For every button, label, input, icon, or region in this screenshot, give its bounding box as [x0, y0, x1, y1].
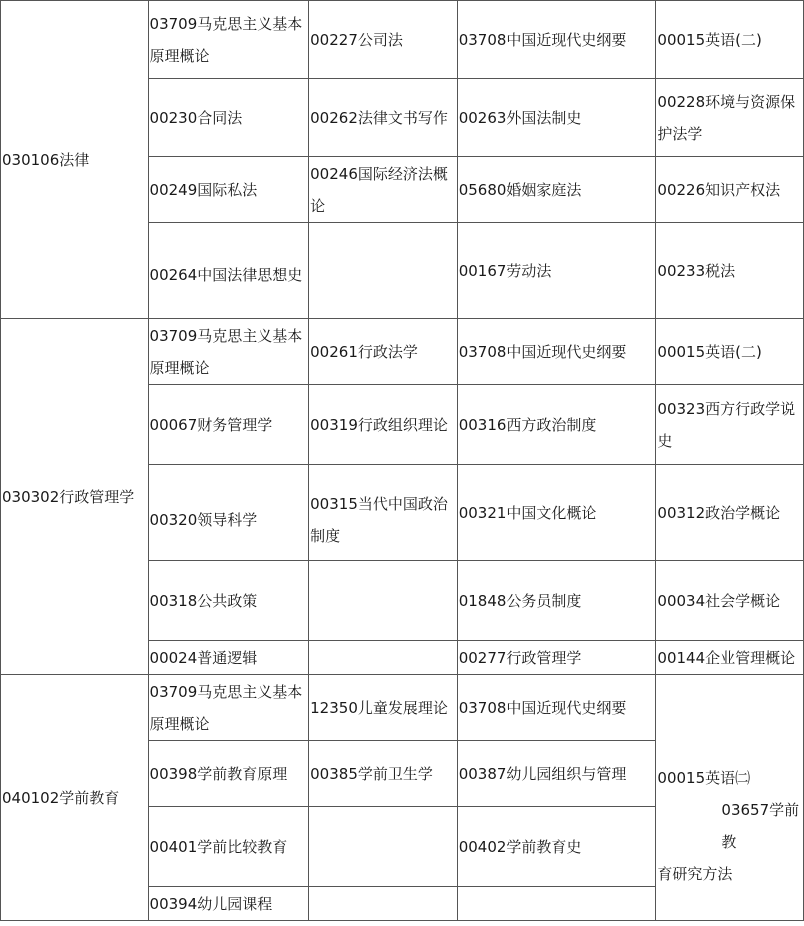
course-cell: 00262法律文书写作	[309, 79, 458, 157]
course-cell: 00402学前教育史	[457, 807, 656, 887]
merged-course-cell	[656, 675, 804, 921]
course-cell: 03709马克思主义基本原理概论	[148, 1, 309, 79]
course-cell: 00246国际经济法概论	[309, 157, 458, 223]
course-cell: 00144企业管理概论	[656, 641, 804, 675]
course-cell: 00323西方行政学说史	[656, 385, 804, 465]
course-cell	[309, 561, 458, 641]
course-cell: 00067财务管理学	[148, 385, 309, 465]
course-cell: 12350儿童发展理论	[309, 675, 458, 741]
course-cell: 00321中国文化概论	[457, 465, 656, 561]
course-cell: 00015英语(二)	[656, 1, 804, 79]
course-cell: 00261行政法学	[309, 319, 458, 385]
course-cell	[309, 223, 458, 319]
course-cell: 00263外国法制史	[457, 79, 656, 157]
course-cell: 00227公司法	[309, 1, 458, 79]
major-cell: 030302行政管理学	[1, 319, 149, 675]
course-cell	[457, 887, 656, 921]
course-cell: 05680婚姻家庭法	[457, 157, 656, 223]
course-cell: 00015英语(二)	[656, 319, 804, 385]
course-cell: 03709马克思主义基本原理概论	[148, 319, 309, 385]
merged-course-line: 00015英语㈡	[657, 768, 751, 787]
course-cell: 00024普通逻辑	[148, 641, 309, 675]
course-cell: 00277行政管理学	[457, 641, 656, 675]
course-cell: 00167劳动法	[457, 223, 656, 319]
course-cell: 00398学前教育原理	[148, 741, 309, 807]
course-cell: 00394幼儿园课程	[148, 887, 309, 921]
major-cell: 040102学前教育	[1, 675, 149, 921]
course-cell: 00318公共政策	[148, 561, 309, 641]
course-cell	[309, 641, 458, 675]
course-cell: 00319行政组织理论	[309, 385, 458, 465]
major-cell: 030106法律	[1, 1, 149, 319]
merged-course-line: 03657学前教	[721, 800, 800, 851]
course-cell: 00312政治学概论	[656, 465, 804, 561]
course-cell	[309, 887, 458, 921]
merged-course-line: 育研究方法	[657, 864, 733, 883]
course-cell: 00249国际私法	[148, 157, 309, 223]
course-cell: 00385学前卫生学	[309, 741, 458, 807]
table-row	[1, 675, 804, 741]
course-cell: 01848公务员制度	[457, 561, 656, 641]
course-cell: 00264中国法律思想史	[148, 223, 309, 319]
course-cell: 00228环境与资源保护法学	[656, 79, 804, 157]
course-cell: 03708中国近现代史纲要	[457, 319, 656, 385]
course-cell: 03709马克思主义基本原理概论	[148, 675, 309, 741]
course-cell: 00226知识产权法	[656, 157, 804, 223]
table-row	[1, 319, 804, 385]
course-cell: 00401学前比较教育	[148, 807, 309, 887]
course-cell: 00320领导科学	[148, 465, 309, 561]
course-cell: 00233税法	[656, 223, 804, 319]
course-cell: 00315当代中国政治制度	[309, 465, 458, 561]
course-cell: 03708中国近现代史纲要	[457, 1, 656, 79]
course-cell	[309, 807, 458, 887]
course-cell: 00230合同法	[148, 79, 309, 157]
course-cell: 00387幼儿园组织与管理	[457, 741, 656, 807]
table-row	[1, 1, 804, 79]
course-cell: 00034社会学概论	[656, 561, 804, 641]
course-cell: 00316西方政治制度	[457, 385, 656, 465]
course-cell: 03708中国近现代史纲要	[457, 675, 656, 741]
